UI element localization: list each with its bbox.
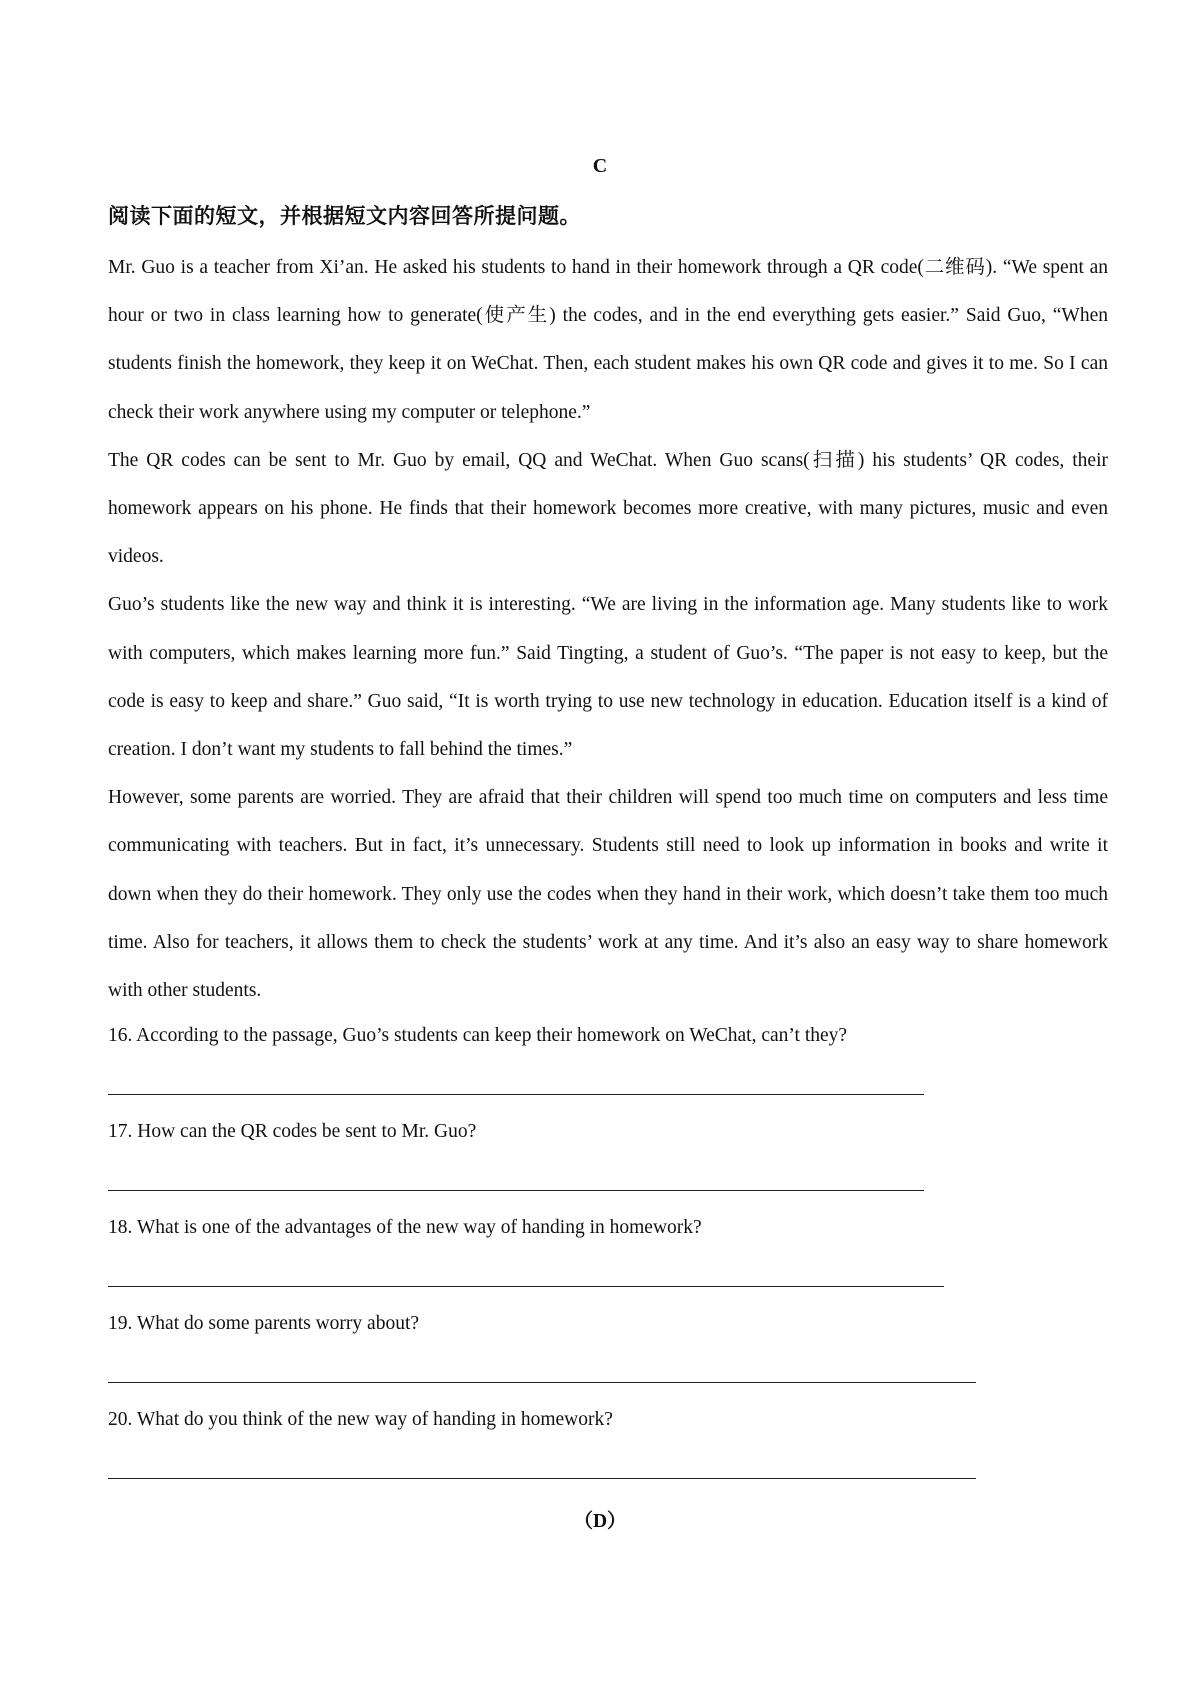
passage-paragraph: The QR codes can be sent to Mr. Guo by email, QQ and WeChat. When Guo scans(扫描) his students’ QR codes, their homework appears on his phone. He finds that their homework becomes more creative, with many pictures, music and even videos. [108, 449, 1108, 568]
answer-line-16[interactable] [108, 1060, 1108, 1108]
question-18: 18. What is one of the advantages of the new way of handing in homework? [108, 1217, 702, 1238]
answer-line-20[interactable] [108, 1444, 1108, 1492]
section-heading: C [592, 155, 608, 177]
question-16: 16. According to the passage, Guo’s students can keep their homework on WeChat, can’t they? [108, 1025, 848, 1046]
question-17: 17. How can the QR codes be sent to Mr. Guo? [108, 1121, 477, 1142]
answer-line-19[interactable] [108, 1348, 1108, 1396]
passage-paragraph: Guo’s students like the new way and think it is interesting. “We are living in the information age. Many students like to work with computers, which makes learning more fun.” Said Tingting, a student of Guo’s. “The paper is not easy to keep, but the code is easy to keep and share.” Guo said, “It is worth trying to use new technology in education. Education itself is a kind of creation. I don’t want my students to fall behind the times.” [108, 594, 1108, 761]
question-list [108, 1012, 1108, 1492]
answer-line-17[interactable] [108, 1156, 1108, 1204]
instruction-text: 阅读下面的短文，并根据短文内容回答所提问题。 [108, 204, 581, 228]
question-19: 19. What do some parents worry about? [108, 1313, 420, 1334]
answer-line-18[interactable] [108, 1252, 1108, 1300]
passage-paragraph: Mr. Guo is a teacher from Xi’an. He asked his students to hand in their homework through a QR code(二维码). “We spent an hour or two in class learning how to generate(使产生) the codes, and in the end everything gets easier.” Said Guo, “When students finish the homework, they keep it on WeChat. Then, each student makes his own QR code and gives it to me. So I can check their work anywhere using my computer or telephone.” [108, 257, 1108, 423]
reading-passage [108, 244, 1108, 1015]
question-20: 20. What do you think of the new way of handing in homework? [108, 1409, 613, 1430]
passage-paragraph: However, some parents are worried. They are afraid that their children will spend too much time on computers and less time communicating with teachers. But in fact, it’s unnecessary. Students still need to look up information in books and write it down when they do their homework. They only use the codes when they hand in their work, which doesn’t take them too much time. Also for teachers, it allows them to check the students’ work at any time. And it’s also an easy way to share homework with other students. [108, 787, 1108, 1002]
next-section-heading: （D） [573, 1511, 627, 1532]
